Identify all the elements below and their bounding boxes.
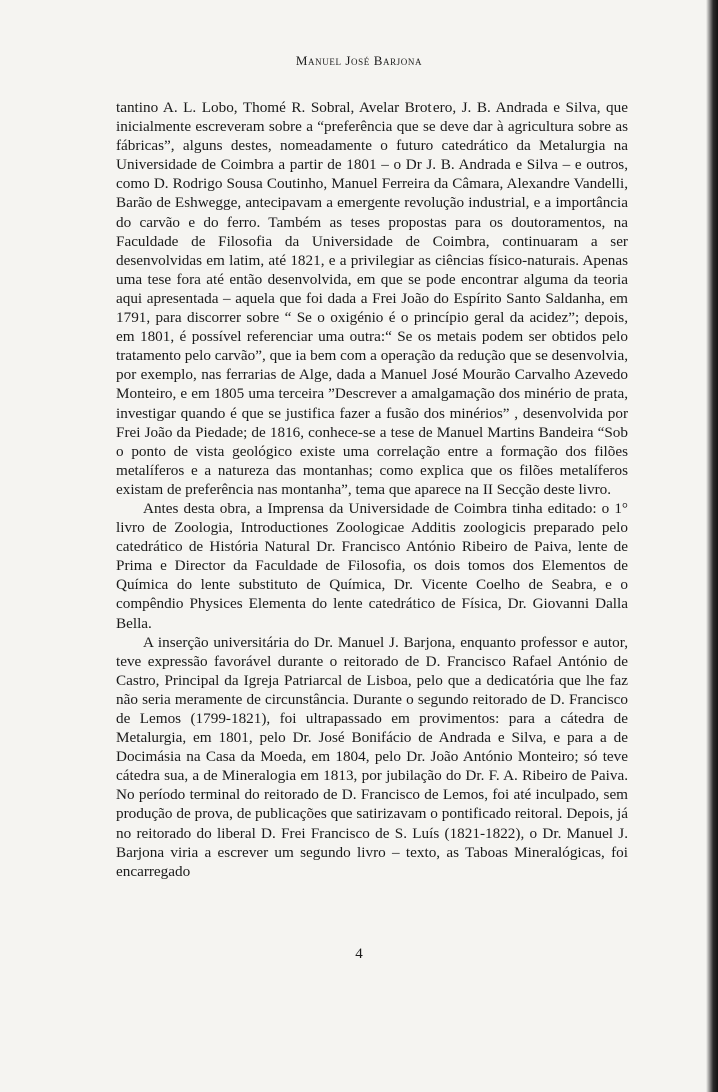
running-header: Manuel José Barjona bbox=[295, 53, 423, 68]
body-text bbox=[116, 98, 628, 881]
page-edge-shadow bbox=[706, 0, 718, 1092]
paragraph-3: A inserção universitária do Dr. Manuel J. Barjona, enquanto professor e autor, teve expressão favorável durante o reitorado de D. Francisco Rafael António de Castro, Principal da Igreja Patriarcal de Lisboa, pelo que a dedicatória que lhe faz não seria meramente de circunstância. Durante o segundo reitorado de D. Francisco de Lemos (1799-1821), foi ultrapassado em provimentos: para a cátedra de Metalurgia, em 1801, pelo Dr. José Bonifácio de Andrada e Silva, e para a de Docimásia na Casa da Moeda, em 1804, pelo Dr. João António Monteiro; só teve cátedra sua, a de Mineralogia em 1813, por jubilação do Dr. F. A. Ribeiro de Paiva. No período terminal do reitorado de D. Francisco de Lemos, foi até inculpado, sem produção de prova, de publicações que satirizavam o pontificado reitoral. Depois, já no reitorado do liberal D. Frei Francisco de S. Luís (1821-1822), o Dr. Manuel J. Barjona viria a escrever um segundo livro – texto, as Taboas Mineralógicas, foi encarregado bbox=[116, 633, 628, 880]
paragraph-2: Antes desta obra, a Imprensa da Universidade de Coimbra tinha editado: o 1° livro de Zoologia, Introductiones Zoologicae Additis zoologicis preparado pelo catedrático de História Natural Dr. Francisco António Ribeiro de Paiva, lente de Prima e Director da Faculdade de Filosofia, os dois tomos dos Elementos de Química do lente substituto de Química, Dr. Vicente Coelho de Seabra, e o compêndio Physices Elementa do lente catedrático de Física, Dr. Giovanni Dalla Bella. bbox=[116, 499, 628, 632]
page-number: 4 bbox=[355, 946, 363, 962]
paragraph-1: tantino A. L. Lobo, Thomé R. Sobral, Avelar Brot ero, J. B. Andrada e Silva, que inicialmente escreveram sobre a “preferência que se deve dar à agricultura sobre as fábricas”, alguns destes, nomeadamente o futuro catedrático da Metalurgia na Universidade de Coimbra a partir de 1801 – o Dr J. B. Andrada e Silva – e outros, como D. Rodrigo Sousa Coutinho, Manuel Ferreira da Câmara, Alexandre Vandelli, Barão de Eshwegge, antecipavam a emergente revolução industrial, e a importância do carvão e do ferro. Também as teses propostas para os doutoramentos, na Faculdade de Filosofia da Universidade de Coimbra, continuaram a ser desenvolvidas em latim, até 1821, e a privilegiar as ciências físico-naturais. Apenas uma tese fora até então desenvolvida, em que se pode encontrar alguma da teoria aqui apresentada – aquela que foi dada a Frei João do Espírito Santo Saldanha, em 1791, para discorrer sobre “ Se o oxigénio é o princípio geral da acidez”; depois, em 1801, é possível referenciar uma outra:“ Se os metais podem ser obtidos pelo tratamento pelo carvão”, que ia bem com a operação da redução que se desenvolvia, por exemplo, nas ferrarias de Alge, dada a Manuel José Mourão Carvalho Azevedo Monteiro, e em 1805 uma terceira ”Descrever a amalgamação dos minério de prata, investigar quando é que se justifica fazer a fusão dos minérios” , desenvolvida por Frei João da Piedade; de 1816, conhece-se a tese de Manuel Martins Bandeira “Sob o ponto de vista geológico existe uma correlação entre a formação dos filões metalíferos e a natureza das montanhas; como explica que os filões metalíferos existam de preferência nas montanha”, tema que aparece na II Secção deste livro. bbox=[116, 99, 628, 498]
